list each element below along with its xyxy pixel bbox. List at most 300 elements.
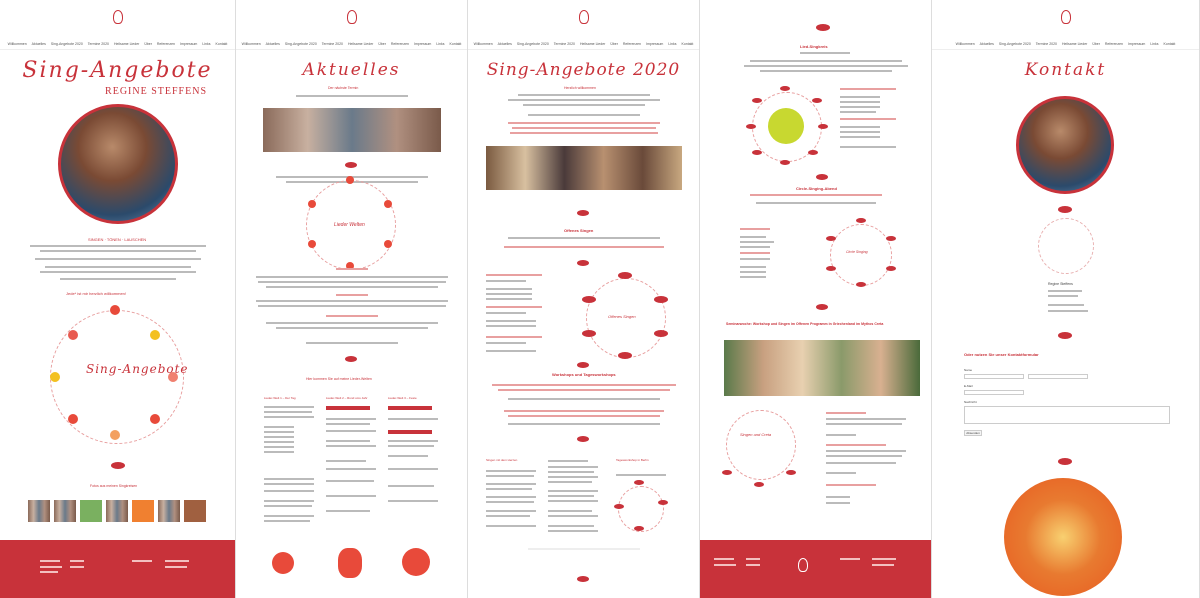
text-line — [548, 530, 598, 532]
text-line — [508, 423, 660, 425]
lips-icon — [786, 470, 796, 475]
lips-icon — [582, 330, 596, 337]
text-line — [264, 515, 314, 517]
retreat-group-photo — [724, 340, 920, 396]
page-title: Kontakt — [1024, 60, 1107, 80]
main-nav — [468, 42, 699, 50]
nav-item-links[interactable]: Links — [668, 42, 677, 46]
nav-item-ueber[interactable]: Über — [1092, 42, 1100, 46]
page-subtitle: REGINE STEFFENS — [105, 86, 207, 97]
text-line — [504, 410, 664, 412]
lips-icon — [614, 504, 624, 509]
nav-item-kontakt[interactable]: Kontakt — [681, 42, 694, 46]
text-line — [388, 468, 438, 470]
lips-icon — [856, 218, 866, 223]
page-sing-angebote — [0, 0, 236, 598]
text-line — [840, 118, 896, 120]
lips-icon — [345, 162, 357, 168]
text-line — [326, 423, 370, 425]
portrait-image — [58, 104, 178, 224]
flower-icon — [402, 548, 430, 576]
gallery-thumb[interactable] — [80, 500, 102, 522]
text-line — [388, 418, 438, 420]
lips-icon — [654, 296, 668, 303]
nav-item-heilsame-lieder[interactable]: Heilsame Lieder — [580, 42, 606, 46]
nav-item-aktuelles[interactable]: Aktuelles — [497, 42, 512, 46]
text-line — [486, 274, 542, 276]
text-line — [826, 484, 876, 486]
column-heading[interactable]: Lieder-Welt 1 – Der Tag — [264, 396, 296, 400]
text-line — [840, 111, 876, 113]
text-line — [486, 280, 526, 282]
text-line — [40, 271, 196, 273]
text-line — [326, 418, 376, 420]
circle-icon[interactable] — [68, 414, 78, 424]
text-line — [30, 245, 206, 247]
text-line — [740, 228, 770, 230]
nav-item-referenzen[interactable]: Referenzen — [622, 42, 642, 46]
text-line — [326, 495, 376, 497]
text-line — [486, 342, 526, 344]
nav-item-heilsame-lieder[interactable]: Heilsame Lieder — [348, 42, 374, 46]
text-line — [326, 480, 374, 482]
page-termine — [700, 0, 932, 598]
lips-icon — [577, 576, 589, 582]
circle-singing-heading: Circle-Singing-Abend — [796, 186, 837, 191]
nav-item-aktuelles[interactable]: Aktuelles — [265, 42, 280, 46]
circle-icon[interactable] — [50, 372, 60, 382]
lips-icon — [722, 470, 732, 475]
section-heading: Herzlich willkommen — [564, 86, 596, 90]
text-line — [750, 60, 902, 62]
lips-icon — [1058, 458, 1072, 465]
text-line — [486, 515, 530, 517]
flower-icon[interactable] — [346, 176, 354, 184]
text-line — [264, 520, 310, 522]
section-heading: Der nächste Termin — [328, 86, 359, 90]
text-line — [826, 418, 906, 420]
nav-item-referenzen[interactable]: Referenzen — [1104, 42, 1124, 46]
offenes-singen-heading: Offenes Singen — [564, 228, 594, 233]
nav-item-kontakt[interactable]: Kontakt — [449, 42, 462, 46]
flower-icon[interactable] — [384, 200, 392, 208]
lips-icon — [345, 356, 357, 362]
circle-center-label: Singen und Creta — [740, 432, 772, 437]
text-line — [264, 411, 312, 413]
email-field[interactable] — [964, 390, 1024, 395]
text-line — [548, 490, 598, 492]
text-line — [548, 495, 594, 497]
text-line — [548, 481, 592, 483]
send-button[interactable]: Absenden — [964, 430, 982, 436]
lips-icon — [780, 86, 790, 91]
nav-item-ueber[interactable]: Über — [610, 42, 618, 46]
text-line — [266, 286, 438, 288]
kontakt-illustration — [1038, 218, 1094, 274]
text-line — [326, 430, 376, 432]
text-line — [840, 88, 896, 90]
logo-icon[interactable] — [113, 10, 123, 24]
text-line — [510, 132, 658, 134]
text-line — [840, 131, 880, 133]
nav-item-links[interactable]: Links — [202, 42, 211, 46]
nav-item-termine[interactable]: Termine 2020 — [553, 42, 576, 46]
text-line — [264, 478, 314, 480]
circle-icon[interactable] — [150, 414, 160, 424]
nav-item-kontakt[interactable]: Kontakt — [1163, 42, 1176, 46]
nav-item-willkommen[interactable]: Willkommen — [473, 42, 493, 46]
name-label: Name — [964, 368, 973, 372]
text-line — [548, 466, 598, 468]
text-line — [518, 94, 650, 96]
site-footer — [0, 540, 235, 598]
text-line — [840, 96, 880, 98]
text-line — [826, 434, 856, 436]
nav-item-referenzen[interactable]: Referenzen — [390, 42, 410, 46]
text-line — [826, 496, 850, 498]
text-line — [1048, 304, 1084, 306]
text-line — [264, 406, 314, 408]
text-line — [256, 300, 448, 302]
surname-field[interactable] — [1028, 374, 1088, 379]
text-line — [740, 276, 766, 278]
flower-icon[interactable] — [384, 240, 392, 248]
audio-player[interactable] — [326, 406, 370, 410]
email-label: E-Mail — [964, 384, 973, 388]
main-nav — [932, 42, 1199, 50]
lips-icon — [577, 210, 589, 216]
text-line — [840, 146, 896, 148]
text-line — [740, 258, 770, 260]
audio-player[interactable] — [388, 430, 432, 434]
text-line — [508, 237, 660, 239]
text-line — [548, 515, 598, 517]
text-line — [548, 500, 598, 502]
text-line — [326, 510, 370, 512]
text-line — [264, 446, 294, 448]
text-line — [306, 342, 398, 344]
text-line — [486, 320, 536, 322]
text-line — [826, 455, 902, 457]
circle-icon[interactable] — [110, 430, 120, 440]
workshop-circle — [618, 486, 664, 532]
flower-icon[interactable] — [308, 200, 316, 208]
text-line — [258, 281, 446, 283]
nav-item-termine[interactable]: Termine 2020 — [87, 42, 110, 46]
lips-icon — [618, 272, 632, 279]
lips-icon — [826, 266, 836, 271]
text-line — [388, 440, 438, 442]
text-line — [264, 483, 314, 485]
text-line — [548, 525, 594, 527]
text-line — [826, 472, 856, 474]
text-line — [264, 431, 294, 433]
nav-item-sing-angebote[interactable]: Sing-Angebote 2020 — [516, 42, 549, 46]
audio-player[interactable] — [388, 406, 432, 410]
lips-icon — [577, 362, 589, 368]
text-line — [40, 250, 196, 252]
nav-item-referenzen[interactable]: Referenzen — [156, 42, 176, 46]
text-line — [486, 525, 536, 527]
text-line — [326, 468, 376, 470]
text-line — [508, 99, 660, 101]
text-line — [508, 122, 660, 124]
text-line — [740, 241, 774, 243]
nav-item-willkommen[interactable]: Willkommen — [241, 42, 261, 46]
text-line — [512, 127, 656, 129]
lips-icon — [577, 260, 589, 266]
divider — [528, 548, 640, 550]
lips-icon — [746, 124, 756, 129]
page-title: Lied-Singkreis — [800, 44, 828, 49]
lips-icon — [634, 480, 644, 485]
text-line — [1048, 295, 1078, 297]
text-line — [486, 288, 532, 290]
message-label: Nachricht — [964, 400, 977, 404]
text-line — [296, 95, 408, 97]
goddess-image — [1004, 478, 1122, 596]
text-line — [740, 236, 766, 238]
text-line — [508, 398, 660, 400]
text-line — [264, 490, 314, 492]
nav-item-sing-angebote[interactable]: Sing-Angebote 2020 — [50, 42, 83, 46]
lips-icon — [754, 482, 764, 487]
page-title: Sing-Angebote 2020 — [486, 60, 681, 80]
logo-icon[interactable] — [1061, 10, 1071, 24]
text-line — [826, 423, 902, 425]
nav-item-impressum[interactable]: Impressum — [646, 42, 664, 46]
circle-center-label: Circle Singing — [846, 250, 868, 254]
lips-icon — [658, 500, 668, 505]
text-line — [826, 502, 850, 504]
circle-center-label: Lieder Welten — [334, 222, 365, 228]
column-heading[interactable]: Lieder-Welt 2 – Rund ums Jahr — [326, 396, 368, 400]
lips-icon — [780, 160, 790, 165]
text-line — [60, 278, 176, 280]
text-line — [264, 436, 294, 438]
lips-icon — [1058, 332, 1072, 339]
gallery-thumb[interactable] — [28, 500, 50, 522]
text-line — [756, 202, 876, 204]
page-aktuelles — [236, 0, 468, 598]
lips-icon — [752, 150, 762, 155]
lips-icon — [808, 150, 818, 155]
circle-singing-circle — [830, 224, 892, 286]
flower-icon[interactable] — [308, 240, 316, 248]
logo-icon[interactable] — [347, 10, 357, 24]
portrait-image — [1016, 96, 1114, 194]
tagline: SINGEN · TÖNEN · LAUSCHEN — [88, 237, 147, 242]
text-line — [276, 327, 428, 329]
text-line — [264, 500, 314, 502]
text-line — [486, 293, 532, 295]
text-line — [744, 65, 908, 67]
text-line — [264, 505, 312, 507]
workshop-col-a[interactable]: Singen mit dem Herzen — [486, 458, 518, 462]
lips-icon — [618, 352, 632, 359]
text-line — [548, 471, 594, 473]
text-line — [388, 500, 438, 502]
circle-icon[interactable] — [68, 330, 78, 340]
nav-item-ueber[interactable]: Über — [378, 42, 386, 46]
page-title: Aktuelles — [302, 60, 401, 80]
nav-item-heilsame-lieder[interactable]: Heilsame Lieder — [114, 42, 140, 46]
nav-item-aktuelles[interactable]: Aktuelles — [979, 42, 994, 46]
text-line — [548, 476, 598, 478]
page-kontakt — [932, 0, 1200, 598]
nav-item-sing-angebote[interactable]: Sing-Angebote 2020 — [998, 42, 1031, 46]
text-line — [256, 276, 448, 278]
concert-photo — [486, 146, 682, 190]
text-line — [388, 455, 428, 457]
lips-icon — [816, 24, 830, 31]
text-line — [486, 298, 532, 300]
nav-item-sing-angebote[interactable]: Sing-Angebote 2020 — [284, 42, 317, 46]
lips-icon — [816, 174, 828, 180]
text-line — [740, 271, 766, 273]
column-heading[interactable]: Lieder-Welt 3 – Feste — [388, 396, 417, 400]
text-line — [740, 246, 770, 248]
nav-item-impressum[interactable]: Impressum — [414, 42, 432, 46]
text-line — [486, 312, 526, 314]
text-line — [523, 104, 645, 106]
text-line — [616, 474, 666, 476]
text-line — [1048, 290, 1082, 292]
text-line — [840, 136, 880, 138]
text-line — [548, 460, 588, 462]
text-line — [336, 268, 368, 270]
gallery-thumb[interactable] — [184, 500, 206, 522]
nav-item-willkommen[interactable]: Willkommen — [7, 42, 27, 46]
nav-item-links[interactable]: Links — [436, 42, 445, 46]
text-line — [258, 305, 446, 307]
lips-icon — [111, 462, 125, 469]
text-line — [826, 444, 886, 446]
group-photo — [263, 108, 441, 152]
text-line — [760, 70, 892, 72]
text-line — [1048, 310, 1088, 312]
text-line — [840, 106, 880, 108]
main-nav — [236, 42, 467, 50]
text-line — [486, 325, 536, 327]
lips-icon — [752, 98, 762, 103]
text-line — [528, 114, 640, 116]
site-footer — [700, 540, 931, 598]
nav-item-termine[interactable]: Termine 2020 — [321, 42, 344, 46]
text-line — [326, 460, 366, 462]
lieder-welten-heading: Hier kommen Sie auf meine Lieder-Welten — [306, 377, 372, 381]
lips-icon — [826, 236, 836, 241]
text-line — [826, 412, 866, 414]
text-line — [326, 440, 370, 442]
text-line — [264, 416, 314, 418]
circle-icon[interactable] — [110, 305, 120, 315]
text-line — [486, 483, 536, 485]
text-line — [264, 441, 294, 443]
nav-item-impressum[interactable]: Impressum — [1128, 42, 1146, 46]
main-nav — [0, 42, 235, 50]
text-line — [750, 194, 882, 196]
text-line — [486, 475, 534, 477]
text-line — [264, 426, 294, 428]
workshops-heading: Workshops und Tagesworkshops — [552, 372, 616, 377]
text-line — [45, 266, 191, 268]
flower-icon — [338, 548, 362, 578]
gallery-thumb[interactable] — [132, 500, 154, 522]
text-line — [486, 336, 542, 338]
text-line — [486, 510, 536, 512]
text-line — [508, 415, 660, 417]
heart-line: Jede* ist mir herzlich willkommen! — [66, 291, 127, 296]
text-line — [498, 389, 670, 391]
text-line — [486, 306, 542, 308]
lips-icon — [886, 266, 896, 271]
text-line — [504, 246, 664, 248]
logo-icon[interactable] — [579, 10, 589, 24]
page-title: Sing-Angebote — [22, 58, 213, 83]
text-line — [388, 485, 434, 487]
text-line — [388, 445, 434, 447]
text-line — [486, 488, 532, 490]
text-line — [740, 252, 770, 254]
lips-icon — [886, 236, 896, 241]
circle-icon[interactable] — [150, 330, 160, 340]
message-field[interactable] — [964, 406, 1170, 424]
text-line — [486, 470, 536, 472]
circle-center-label: Offenes Singen — [608, 314, 636, 319]
form-heading: Oder nutzen Sie unser Kontaktformular — [964, 352, 1039, 357]
text-line — [486, 350, 536, 352]
text-line — [264, 451, 294, 453]
gallery-thumb[interactable] — [54, 500, 76, 522]
lips-icon — [812, 98, 822, 103]
nav-item-termine[interactable]: Termine 2020 — [1035, 42, 1058, 46]
creta-circle — [726, 410, 796, 480]
text-line — [800, 52, 850, 54]
nav-item-kontakt[interactable]: Kontakt — [215, 42, 228, 46]
nav-item-aktuelles[interactable]: Aktuelles — [31, 42, 46, 46]
nav-item-impressum[interactable]: Impressum — [180, 42, 198, 46]
text-line — [326, 445, 376, 447]
text-line — [326, 315, 378, 317]
nav-item-links[interactable]: Links — [1150, 42, 1159, 46]
lips-icon — [1058, 206, 1072, 213]
text-line — [336, 294, 368, 296]
circle-center-label: Sing-Angebote — [86, 362, 189, 376]
nav-item-willkommen[interactable]: Willkommen — [955, 42, 975, 46]
lips-icon — [582, 296, 596, 303]
singkreis-center-icon — [768, 108, 804, 144]
nav-item-ueber[interactable]: Über — [144, 42, 152, 46]
lips-icon — [634, 526, 644, 531]
text-line — [266, 322, 438, 324]
gallery-thumb[interactable] — [106, 500, 128, 522]
text-line — [826, 462, 896, 464]
gallery-thumb[interactable] — [158, 500, 180, 522]
lips-icon — [856, 282, 866, 287]
contact-name: Regine Steffens — [1048, 282, 1073, 286]
nav-item-heilsame-lieder[interactable]: Heilsame Lieder — [1062, 42, 1088, 46]
text-line — [486, 496, 536, 498]
lips-icon — [818, 124, 828, 129]
workshop-col-c[interactable]: Tagesworkshop in Berlin — [616, 458, 649, 462]
photos-caption: Fotos aus meinen Singkreisen — [90, 484, 138, 488]
footer-logo-icon[interactable] — [798, 558, 808, 572]
name-field[interactable] — [964, 374, 1024, 379]
text-line — [492, 384, 676, 386]
text-line — [840, 101, 880, 103]
retreat-heading: Seminarwoche: Workshop und Singen im Offenen Programm in Griechenland im Mythos Creta — [726, 322, 884, 326]
